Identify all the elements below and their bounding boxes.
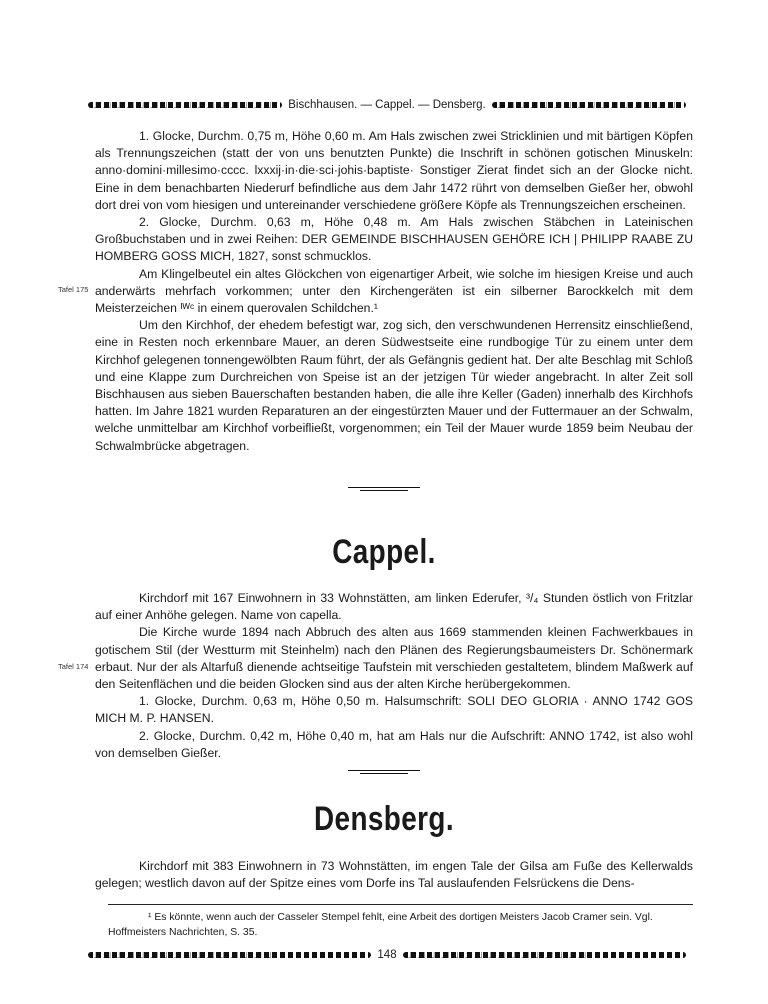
margin-note-plate: Tafel 175	[58, 285, 89, 294]
footnote-rule	[108, 904, 693, 905]
paragraph: 1. Glocke, Durchm. 0,63 m, Höhe 0,50 m. Halsumschrift: SOLI DEO GLORIA · ANNO 1742 GOS MICH M. P. HANSEN.	[95, 694, 693, 726]
header-ornament-right	[492, 102, 686, 108]
running-header	[88, 96, 686, 114]
footnote: ¹ Es könnte, wenn auch der Casseler Stempel fehlt, eine Arbeit des dortigen Meisters Jacob Cramer sein. Vgl. Hoffmeisters Nachrichten, S. 35.	[108, 912, 653, 938]
header-ornament-left	[88, 102, 282, 108]
section-divider	[348, 770, 420, 774]
footer-ornament-right	[403, 952, 686, 958]
paragraph: 2. Glocke, Durchm. 0,63 m, Höhe 0,48 m. Am Hals zwischen Stäbchen in Lateinischen Großbuchstaben und in zwei Reihen: DER GEMEINDE BISCHHAUSEN GEHÖRE ICH | PHILIPP RAABE ZU HOMBERG GOSS MICH, 1827, sonst schmucklos.	[95, 215, 693, 264]
page-number: 148	[377, 949, 397, 961]
footer-ornament-left	[88, 952, 371, 958]
paragraph: 1. Glocke, Durchm. 0,75 m, Höhe 0,60 m. Am Hals zwischen zwei Stricklinien und mit bärtigen Köpfen als Trennungszeichen (statt der von uns benutzten Punkte) die Inschrift in schönen gotischen Minuskeln: anno·domini·millesimo·cccc. lxxxij·in·die·sci·johis·baptiste· Sonstiger Zierat findet sich an der Glocke nicht. Eine in dem benachbarten Niederurf befindliche aus dem Jahr 1472 rührt von demselben Gießer her, obwohl dort drei von vom hiesigen und untereinander verschiedene größere Köpfe als Trennungszeichen erscheinen.	[95, 129, 693, 212]
section-heading-cappel: Cappel.	[332, 533, 436, 571]
paragraph: Am Klingelbeutel ein altes Glöckchen von eigenartiger Arbeit, wie solche im hiesigen Kreise und auch anderwärts mehrfach vorkommen; unter den Kirchengeräten ist ein silberner Barockkelch mit dem Meisterzeichen ᴵᵂᶜ in einem querovalen Schildchen.¹	[95, 266, 693, 316]
section-divider	[348, 487, 420, 491]
bischhausen-section	[95, 128, 693, 455]
paragraph: Kirchdorf mit 383 Einwohnern in 73 Wohnstätten, im engen Tale der Gilsa am Fuße des Kellerwalds gelegen; westlich davon auf der Spitze eines vom Dorfe ins Tal auslaufenden Felsrückens die Dens-	[95, 859, 693, 891]
paragraph: 2. Glocke, Durchm. 0,42 m, Höhe 0,40 m, hat am Hals nur die Aufschrift: ANNO 1742, ist also wohl von demselben Gießer.	[95, 728, 693, 760]
paragraph: Kirchdorf mit 167 Einwohnern in 33 Wohnstätten, am linken Ederufer, ³/₄ Stunden östlich von Fritzlar auf einer Anhöhe gelegen. Name von capella.	[95, 591, 693, 623]
page-footer	[88, 946, 686, 964]
paragraph: Die Kirche wurde 1894 nach Abbruch des alten aus 1669 stammenden kleinen Fachwerkbaues in gotischem Stil (der Westturm mit Steinhelm) nach den Plänen des Regierungsbaumeisters Dr. Schönermark erbaut. Nur der als Altarfuß dienende achtseitige Taufstein mit verschieden gestaltetem, blindem Maßwerk auf den Seitenflächen und die beiden Glocken sind aus der alten Kirche herübergekommen.	[95, 625, 693, 692]
paragraph: Um den Kirchhof, der ehedem befestigt war, zog sich, den verschwundenen Herrensitz einschließend, eine in Resten noch erkennbare Mauer, an deren Südwestseite eine rundbogige Tür zu einem unter dem Kirchhof gelegenen tonnengewölbten Raum führt, der als Gefängnis gedient hat. Der alte Beschlag mit Schloß und eine Klappe zum Durchreichen von Speise ist an der jetzigen Tür wieder angebracht. In alter Zeit soll Bischhausen aus sieben Bauerschaften bestanden haben, die alle ihre Keller (Gaden) innerhalb des Kirchhofs hatten. Im Jahre 1821 wurden Reparaturen an der eingestürzten Mauer und der Futtermauer an der Schwalm, welche unmittelbar am Kirchhof vorbeifließt, vorgenommen; ein Teil der Mauer wurde 1859 beim Neubau der Schwalmbrücke abgetragen.	[95, 318, 693, 453]
running-title: Bischhausen. — Cappel. — Densberg.	[288, 99, 486, 111]
cappel-section	[95, 590, 693, 762]
margin-note-plate: Tafel 174	[58, 662, 89, 671]
section-heading-densberg: Densberg.	[313, 800, 455, 838]
densberg-section	[95, 858, 693, 892]
